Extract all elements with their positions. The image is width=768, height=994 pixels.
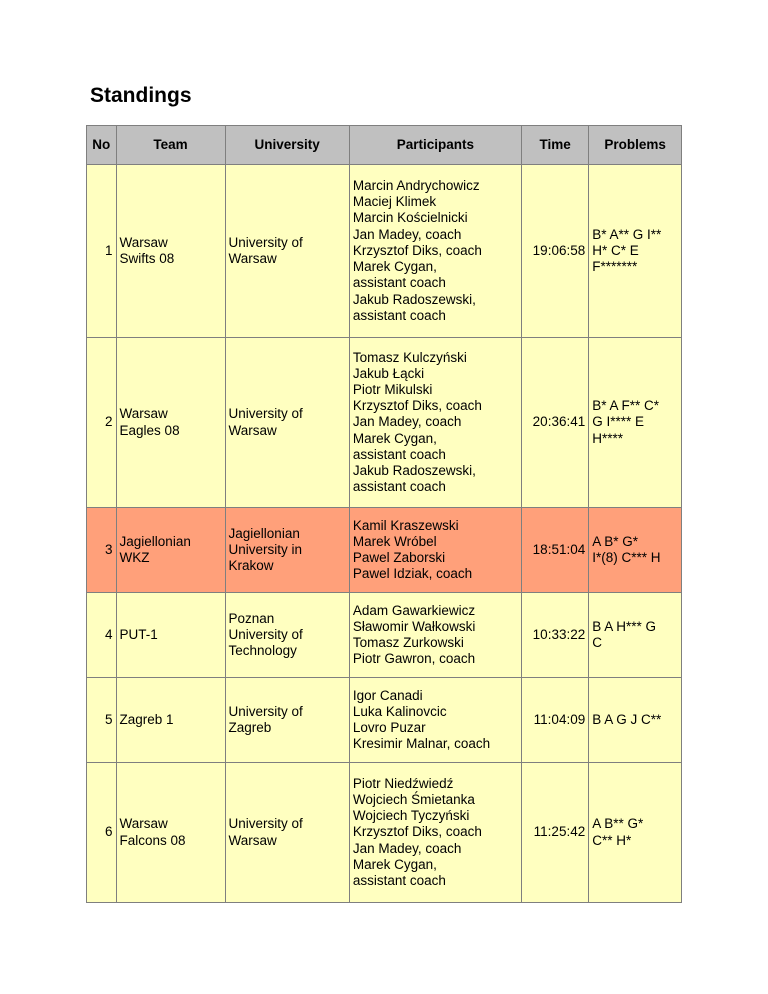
cell-problems	[589, 593, 682, 678]
cell-time: 18:51:04	[522, 508, 589, 593]
cell-problems-line: B* A F** C*	[592, 398, 660, 414]
cell-university-line: University of	[228, 703, 303, 719]
cell-participants	[349, 165, 521, 338]
cell-participants-line: Adam Gawarkiewicz	[352, 602, 476, 618]
header-time: Time	[522, 126, 589, 165]
cell-no: 1	[87, 165, 117, 338]
cell-problems	[589, 508, 682, 593]
cell-problems-line: I*(8) C*** H	[592, 550, 661, 565]
cell-participants-line: Marcin Kościelnicki	[352, 210, 468, 226]
cell-team-line: PUT-1	[119, 626, 158, 642]
cell-university-line: University in	[228, 541, 303, 557]
cell-participants-line: assistant coach	[352, 307, 446, 323]
cell-participants-line: Kresimir Malnar, coach	[352, 736, 491, 752]
cell-problems-line: F*******	[592, 259, 638, 275]
cell-team	[116, 508, 225, 593]
cell-no: 6	[87, 763, 117, 903]
cell-university	[225, 763, 349, 903]
cell-problems	[589, 338, 682, 508]
cell-time: 11:25:42	[522, 763, 589, 903]
cell-no: 3	[87, 508, 117, 593]
cell-participants-line: Igor Canadi	[352, 687, 423, 703]
cell-problems-line: H* C* E	[592, 242, 639, 258]
cell-team-line: WKZ	[119, 550, 150, 565]
table-row	[87, 508, 682, 593]
cell-problems-line: H****	[592, 430, 623, 446]
cell-problems-line: C	[592, 635, 602, 650]
cell-team	[116, 593, 225, 678]
cell-problems	[589, 165, 682, 338]
cell-team-line: Warsaw	[119, 816, 168, 832]
header-problems: Problems	[589, 126, 682, 165]
cell-participants-line: Piotr Gawron, coach	[352, 651, 476, 667]
cell-participants	[349, 593, 521, 678]
cell-participants-line: Marcin Andrychowicz	[352, 178, 480, 194]
cell-participants-line: Marek Cygan,	[352, 259, 437, 275]
cell-university-line: Technology	[228, 643, 297, 659]
table-row	[87, 678, 682, 763]
header-no: No	[87, 126, 117, 165]
cell-university-line: University of	[228, 234, 303, 250]
cell-problems	[589, 763, 682, 903]
cell-team	[116, 165, 225, 338]
cell-participants-line: Krzysztof Diks, coach	[352, 824, 482, 840]
cell-university	[225, 338, 349, 508]
cell-problems	[589, 678, 682, 763]
cell-university	[225, 508, 349, 593]
cell-university-line: University of	[228, 406, 303, 422]
cell-participants-line: Sławomir Wałkowski	[352, 618, 476, 634]
cell-team-line: Warsaw	[119, 234, 168, 250]
cell-participants-line: Tomasz Zurkowski	[352, 635, 464, 650]
cell-problems-line: B* A** G I**	[592, 226, 662, 242]
cell-participants-line: Jakub Łącki	[352, 365, 425, 381]
cell-team	[116, 338, 225, 508]
cell-participants-line: Jakub Radoszewski,	[352, 291, 476, 307]
page-title: Standings	[90, 84, 192, 107]
cell-team	[116, 678, 225, 763]
cell-participants-line: Lovro Puzar	[352, 720, 426, 735]
cell-university-line: Warsaw	[228, 422, 277, 438]
cell-university-line: Poznan	[228, 610, 275, 626]
cell-problems-line: B A G J C**	[592, 711, 662, 727]
cell-university	[225, 593, 349, 678]
cell-participants-line: Pawel Zaborski	[352, 550, 446, 565]
cell-team-line: Eagles 08	[119, 422, 180, 438]
cell-problems-line: C** H*	[592, 832, 632, 848]
cell-participants-line: Pawel Idziak, coach	[352, 566, 473, 582]
cell-participants	[349, 763, 521, 903]
cell-team-line: Swifts 08	[119, 251, 175, 266]
cell-participants-line: Jakub Radoszewski,	[352, 463, 476, 478]
cell-participants-line: assistant coach	[352, 873, 446, 888]
cell-university-line: University of	[228, 626, 303, 642]
cell-participants-line: Piotr Niedźwiedź	[352, 775, 454, 791]
cell-participants-line: Wojciech Śmietanka	[352, 791, 475, 807]
cell-university	[225, 165, 349, 338]
cell-participants-line: Krzysztof Diks, coach	[352, 242, 482, 258]
cell-participants-line: Wojciech Tyczyński	[352, 808, 470, 824]
table-row	[87, 763, 682, 903]
cell-problems-line: A B* G*	[592, 533, 639, 549]
cell-no: 4	[87, 593, 117, 678]
cell-problems-line: A B** G*	[592, 816, 644, 832]
cell-no: 2	[87, 338, 117, 508]
cell-no: 5	[87, 678, 117, 763]
cell-participants-line: Jan Madey, coach	[352, 414, 462, 430]
cell-participants	[349, 338, 521, 508]
standings-table	[86, 125, 682, 903]
table-row	[87, 338, 682, 508]
cell-university-line: Zagreb	[228, 720, 272, 735]
standings-body	[87, 165, 682, 903]
table-row	[87, 593, 682, 678]
cell-participants	[349, 678, 521, 763]
cell-problems-line: G I**** E	[592, 414, 645, 430]
cell-participants-line: Marek Cygan,	[352, 856, 437, 872]
cell-participants	[349, 508, 521, 593]
header-participants: Participants	[349, 126, 521, 165]
table-row	[87, 165, 682, 338]
cell-team-line: Warsaw	[119, 406, 168, 422]
header-team: Team	[116, 126, 225, 165]
cell-participants-line: Tomasz Kulczyński	[352, 349, 467, 365]
cell-participants-line: Piotr Mikulski	[352, 381, 433, 397]
cell-university-line: University of	[228, 816, 303, 832]
cell-university-line: Krakow	[228, 558, 274, 574]
header-university: University	[225, 126, 349, 165]
cell-participants-line: Maciej Klimek	[352, 194, 437, 210]
cell-participants-line: Marek Cygan,	[352, 430, 437, 446]
cell-university-line: Warsaw	[228, 251, 277, 266]
cell-team-line: Jagiellonian	[119, 533, 191, 549]
cell-participants-line: Marek Wróbel	[352, 533, 437, 549]
cell-team-line: Zagreb 1	[119, 711, 174, 727]
cell-university-line: Jagiellonian	[228, 525, 300, 541]
cell-time: 10:33:22	[522, 593, 589, 678]
table-header-row	[87, 126, 682, 165]
cell-team-line: Falcons 08	[119, 832, 186, 848]
cell-participants-line: Luka Kalinovcic	[352, 703, 447, 719]
cell-time: 20:36:41	[522, 338, 589, 508]
cell-participants-line: Kamil Kraszewski	[352, 517, 459, 533]
cell-team	[116, 763, 225, 903]
cell-university	[225, 678, 349, 763]
cell-participants-line: assistant coach	[352, 275, 446, 291]
cell-time: 11:04:09	[522, 678, 589, 763]
cell-participants-line: Jan Madey, coach	[352, 226, 462, 242]
cell-participants-line: Jan Madey, coach	[352, 840, 462, 856]
cell-participants-line: assistant coach	[352, 446, 446, 462]
cell-university-line: Warsaw	[228, 832, 277, 848]
cell-problems-line: B A H*** G	[592, 618, 657, 634]
cell-participants-line: assistant coach	[352, 479, 446, 495]
cell-time: 19:06:58	[522, 165, 589, 338]
cell-participants-line: Krzysztof Diks, coach	[352, 398, 482, 414]
